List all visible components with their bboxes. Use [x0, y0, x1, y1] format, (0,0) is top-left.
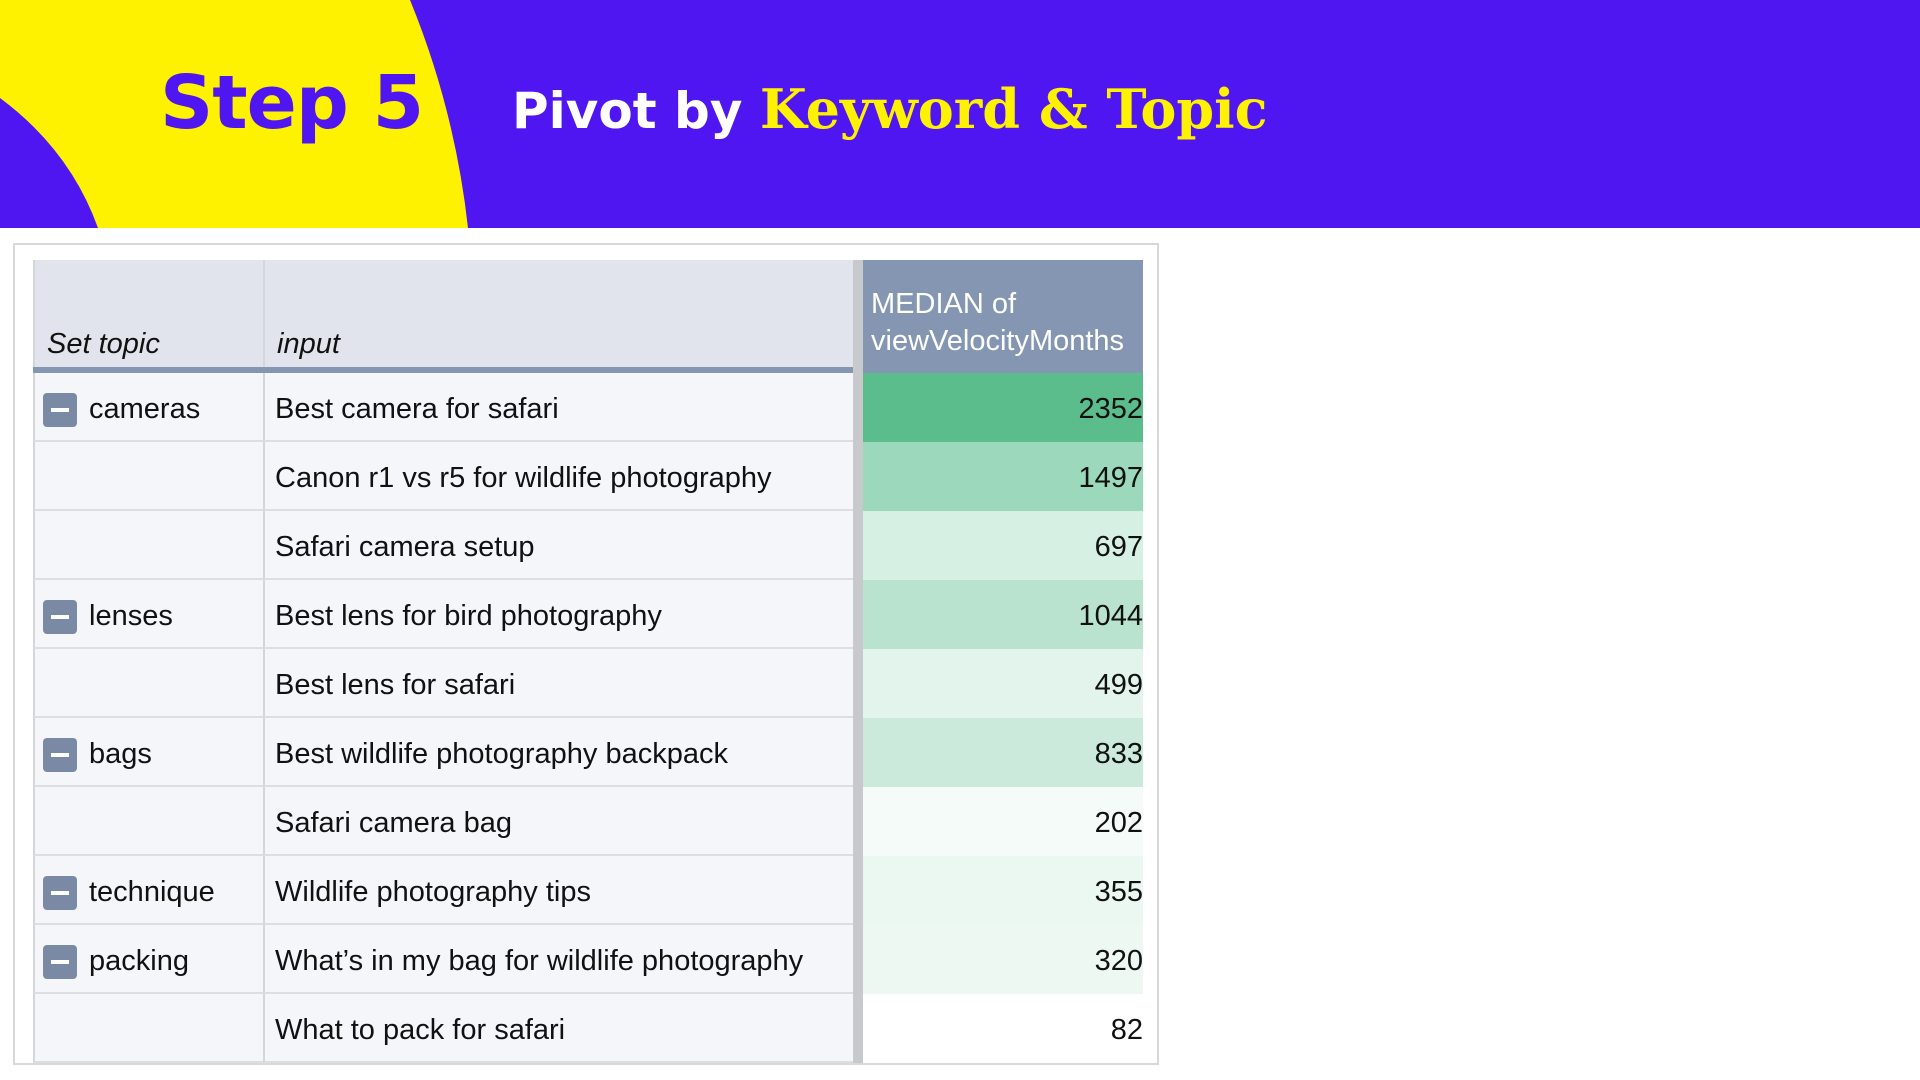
pivot-row [33, 442, 1159, 511]
input-keyword: What to pack for safari [275, 1014, 566, 1046]
pivot-header-row [33, 260, 1159, 373]
collapse-minus-icon[interactable] [43, 600, 77, 634]
median-value: 1044 [1078, 600, 1143, 632]
column-divider [853, 649, 863, 718]
input-cell[interactable] [263, 580, 853, 649]
header-input[interactable] [263, 260, 853, 373]
title-banner [0, 0, 1920, 228]
pivot-row [33, 373, 1159, 442]
input-keyword: Best camera for safari [275, 393, 559, 425]
pivot-table-screenshot [13, 243, 1159, 1065]
column-divider [853, 511, 863, 580]
input-keyword: What’s in my bag for wildlife photography [275, 945, 804, 977]
column-divider [853, 994, 863, 1063]
topic-cell[interactable] [33, 994, 263, 1063]
slide-title [512, 74, 1268, 146]
input-cell[interactable] [263, 373, 853, 442]
input-keyword: Best wildlife photography backpack [275, 738, 728, 770]
input-cell[interactable] [263, 994, 853, 1063]
median-value-cell[interactable] [863, 994, 1143, 1063]
pivot-body [33, 373, 1159, 1063]
input-cell[interactable] [263, 649, 853, 718]
title-prefix: Pivot by [512, 82, 760, 140]
header-input-label: input [277, 328, 340, 360]
topic-label: packing [89, 945, 189, 977]
median-value: 1497 [1078, 462, 1143, 494]
header-set-topic[interactable] [33, 260, 263, 373]
column-divider [853, 856, 863, 925]
median-value: 833 [1094, 738, 1143, 770]
pivot-row [33, 718, 1159, 787]
topic-cell[interactable] [33, 511, 263, 580]
input-cell[interactable] [263, 718, 853, 787]
topic-cell[interactable] [33, 718, 263, 787]
median-value-cell[interactable] [863, 442, 1143, 511]
pivot-row [33, 856, 1159, 925]
column-divider [853, 925, 863, 994]
topic-cell[interactable] [33, 442, 263, 511]
topic-cell[interactable] [33, 856, 263, 925]
collapse-minus-icon[interactable] [43, 876, 77, 910]
pivot-row [33, 925, 1159, 994]
input-keyword: Safari camera bag [275, 807, 512, 839]
column-divider [853, 580, 863, 649]
median-value: 320 [1094, 945, 1143, 977]
median-value-cell[interactable] [863, 787, 1143, 856]
collapse-minus-icon[interactable] [43, 738, 77, 772]
median-value-cell[interactable] [863, 925, 1143, 994]
input-cell[interactable] [263, 787, 853, 856]
input-keyword: Canon r1 vs r5 for wildlife photography [275, 462, 772, 494]
median-value: 202 [1094, 807, 1143, 839]
median-value: 499 [1094, 669, 1143, 701]
median-value-cell[interactable] [863, 511, 1143, 580]
median-value: 82 [1110, 1014, 1143, 1046]
pivot-table [33, 260, 1159, 1063]
input-cell[interactable] [263, 856, 853, 925]
input-keyword: Safari camera setup [275, 531, 535, 563]
topic-cell[interactable] [33, 925, 263, 994]
topic-cell[interactable] [33, 580, 263, 649]
title-highlight: Keyword & Topic [759, 77, 1268, 141]
topic-label: cameras [89, 393, 201, 425]
topic-label: lenses [89, 600, 173, 632]
median-value: 2352 [1078, 393, 1143, 425]
pivot-row [33, 511, 1159, 580]
topic-label: technique [89, 876, 215, 908]
collapse-minus-icon[interactable] [43, 393, 77, 427]
input-keyword: Wildlife photography tips [275, 876, 591, 908]
topic-label: bags [89, 738, 152, 770]
median-value-cell[interactable] [863, 718, 1143, 787]
median-value: 355 [1094, 876, 1143, 908]
step-label: Step 5 [160, 60, 424, 146]
collapse-minus-icon[interactable] [43, 945, 77, 979]
header-median-view-velocity[interactable]: MEDIAN of viewVelocityMonths [863, 260, 1143, 373]
median-value-cell[interactable] [863, 856, 1143, 925]
input-keyword: Best lens for bird photography [275, 600, 662, 632]
pivot-row [33, 649, 1159, 718]
column-divider [853, 718, 863, 787]
median-value-cell[interactable] [863, 649, 1143, 718]
input-keyword: Best lens for safari [275, 669, 516, 701]
topic-cell[interactable] [33, 787, 263, 856]
column-divider [853, 442, 863, 511]
header-set-topic-label: Set topic [47, 328, 160, 360]
median-value-cell[interactable] [863, 580, 1143, 649]
pivot-row [33, 580, 1159, 649]
column-divider [853, 373, 863, 442]
column-divider [853, 787, 863, 856]
pivot-row [33, 994, 1159, 1063]
pivot-row [33, 787, 1159, 856]
column-divider [853, 260, 863, 373]
input-cell[interactable] [263, 925, 853, 994]
median-value: 697 [1094, 531, 1143, 563]
topic-cell[interactable] [33, 649, 263, 718]
input-cell[interactable] [263, 442, 853, 511]
input-cell[interactable] [263, 511, 853, 580]
topic-cell[interactable] [33, 373, 263, 442]
median-value-cell[interactable] [863, 373, 1143, 442]
